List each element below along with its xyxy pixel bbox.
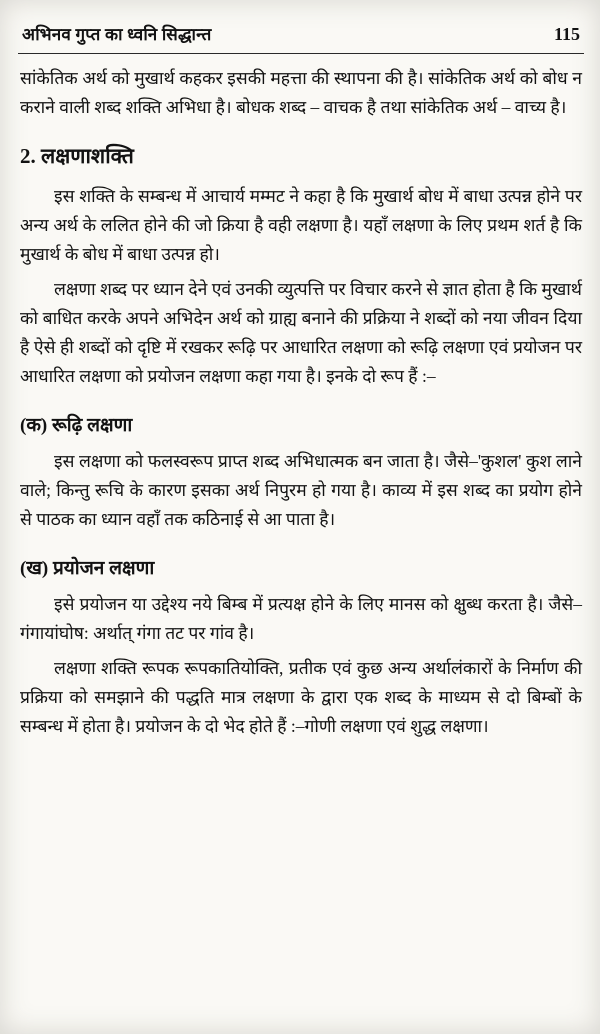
paragraph-rudhi: इस लक्षणा को फलस्वरूप प्राप्त शब्द अभिधात्मक बन जाता है। जैसे–'कुशल' कुश लाने वाले; किन्तु रूचि के कारण इसका अर्थ निपुरम हो गया है। काव्य में इस शब्द का प्रयोग होने से पाठक का ध्यान वहाँ तक कठिनाई से आ पाता है। — [20, 451, 582, 529]
header-divider — [18, 53, 584, 54]
page-number: 115 — [553, 24, 580, 44]
paragraph-prayojan: इसे प्रयोजन या उद्देश्य नये बिम्ब में प्रत्यक्ष होने के लिए मानस को क्षुब्ध करता है। जैसे–गंगायांघोष: अर्थात् गंगा तट पर गांव है। — [20, 594, 582, 643]
paragraph-intro: सांकेतिक अर्थ को मुखार्थ कहकर इसकी महत्ता की स्थापना की है। सांकेतिक अर्थ को बोध न कराने वाली शब्द शक्ति अभिधा है। बोधक शब्द – वाचक है तथा सांकेतिक अर्थ – वाच्य है। — [20, 68, 582, 117]
paragraph-mammat: इस शक्ति के सम्बन्ध में आचार्य मम्मट ने कहा है कि मुखार्थ बोध में बाधा उत्पन्न होने पर अन्य अर्थ के ललित होने की जो क्रिया है वही लक्षणा है। यहाँ लक्षणा के लिए प्रथम शर्त है कि मुखार्थ के बोध में बाधा उत्पन्न हो। — [20, 186, 582, 264]
sub-heading-prayojan-lakshana: (ख) प्रयोजन लक्षणा — [20, 558, 155, 579]
section-heading-lakshana-shakti: 2. लक्षणाशक्ति — [20, 144, 134, 168]
paragraph-vyutpatti: लक्षणा शब्द पर ध्यान देने एवं उनकी व्युत्पत्ति पर विचार करने से ज्ञात होता है कि मुखार्थ को बाधित करके अपने अभिदेन अर्थ को ग्राह्य बनाने की प्रक्रिया ने शब्दों को नया जीवन दिया है ऐसे ही शब्दों को दृष्टि में रखकर रूढ़ि पर आधारित लक्षणा को रूढ़ि लक्षणा एवं प्रयोजन पर आधारित लक्षणा को प्रयोजन लक्षणा कहा गया है। इनके दो रूप हैं :– — [20, 279, 582, 386]
page-header — [18, 16, 584, 53]
paragraph-closing: लक्षणा शक्ति रूपक रूपकातियोक्ति, प्रतीक एवं कुछ अन्य अर्थालंकारों के निर्माण की प्रक्रिया को समझाने की पद्धति मात्र लक्षणा के द्वारा एक शब्द के माध्यम से दो बिम्बों के सम्बन्ध में होता है। प्रयोजन के दो भेद होते हैं :–गोणी लक्षणा एवं शुद्ध लक्षणा। — [20, 658, 582, 736]
sub-heading-rudhi-lakshana: (क) रूढ़ि लक्षणा — [20, 415, 133, 436]
page-content — [18, 64, 584, 741]
running-header-title: अभिनव गुप्त का ध्वनि सिद्धान्त — [22, 25, 212, 44]
